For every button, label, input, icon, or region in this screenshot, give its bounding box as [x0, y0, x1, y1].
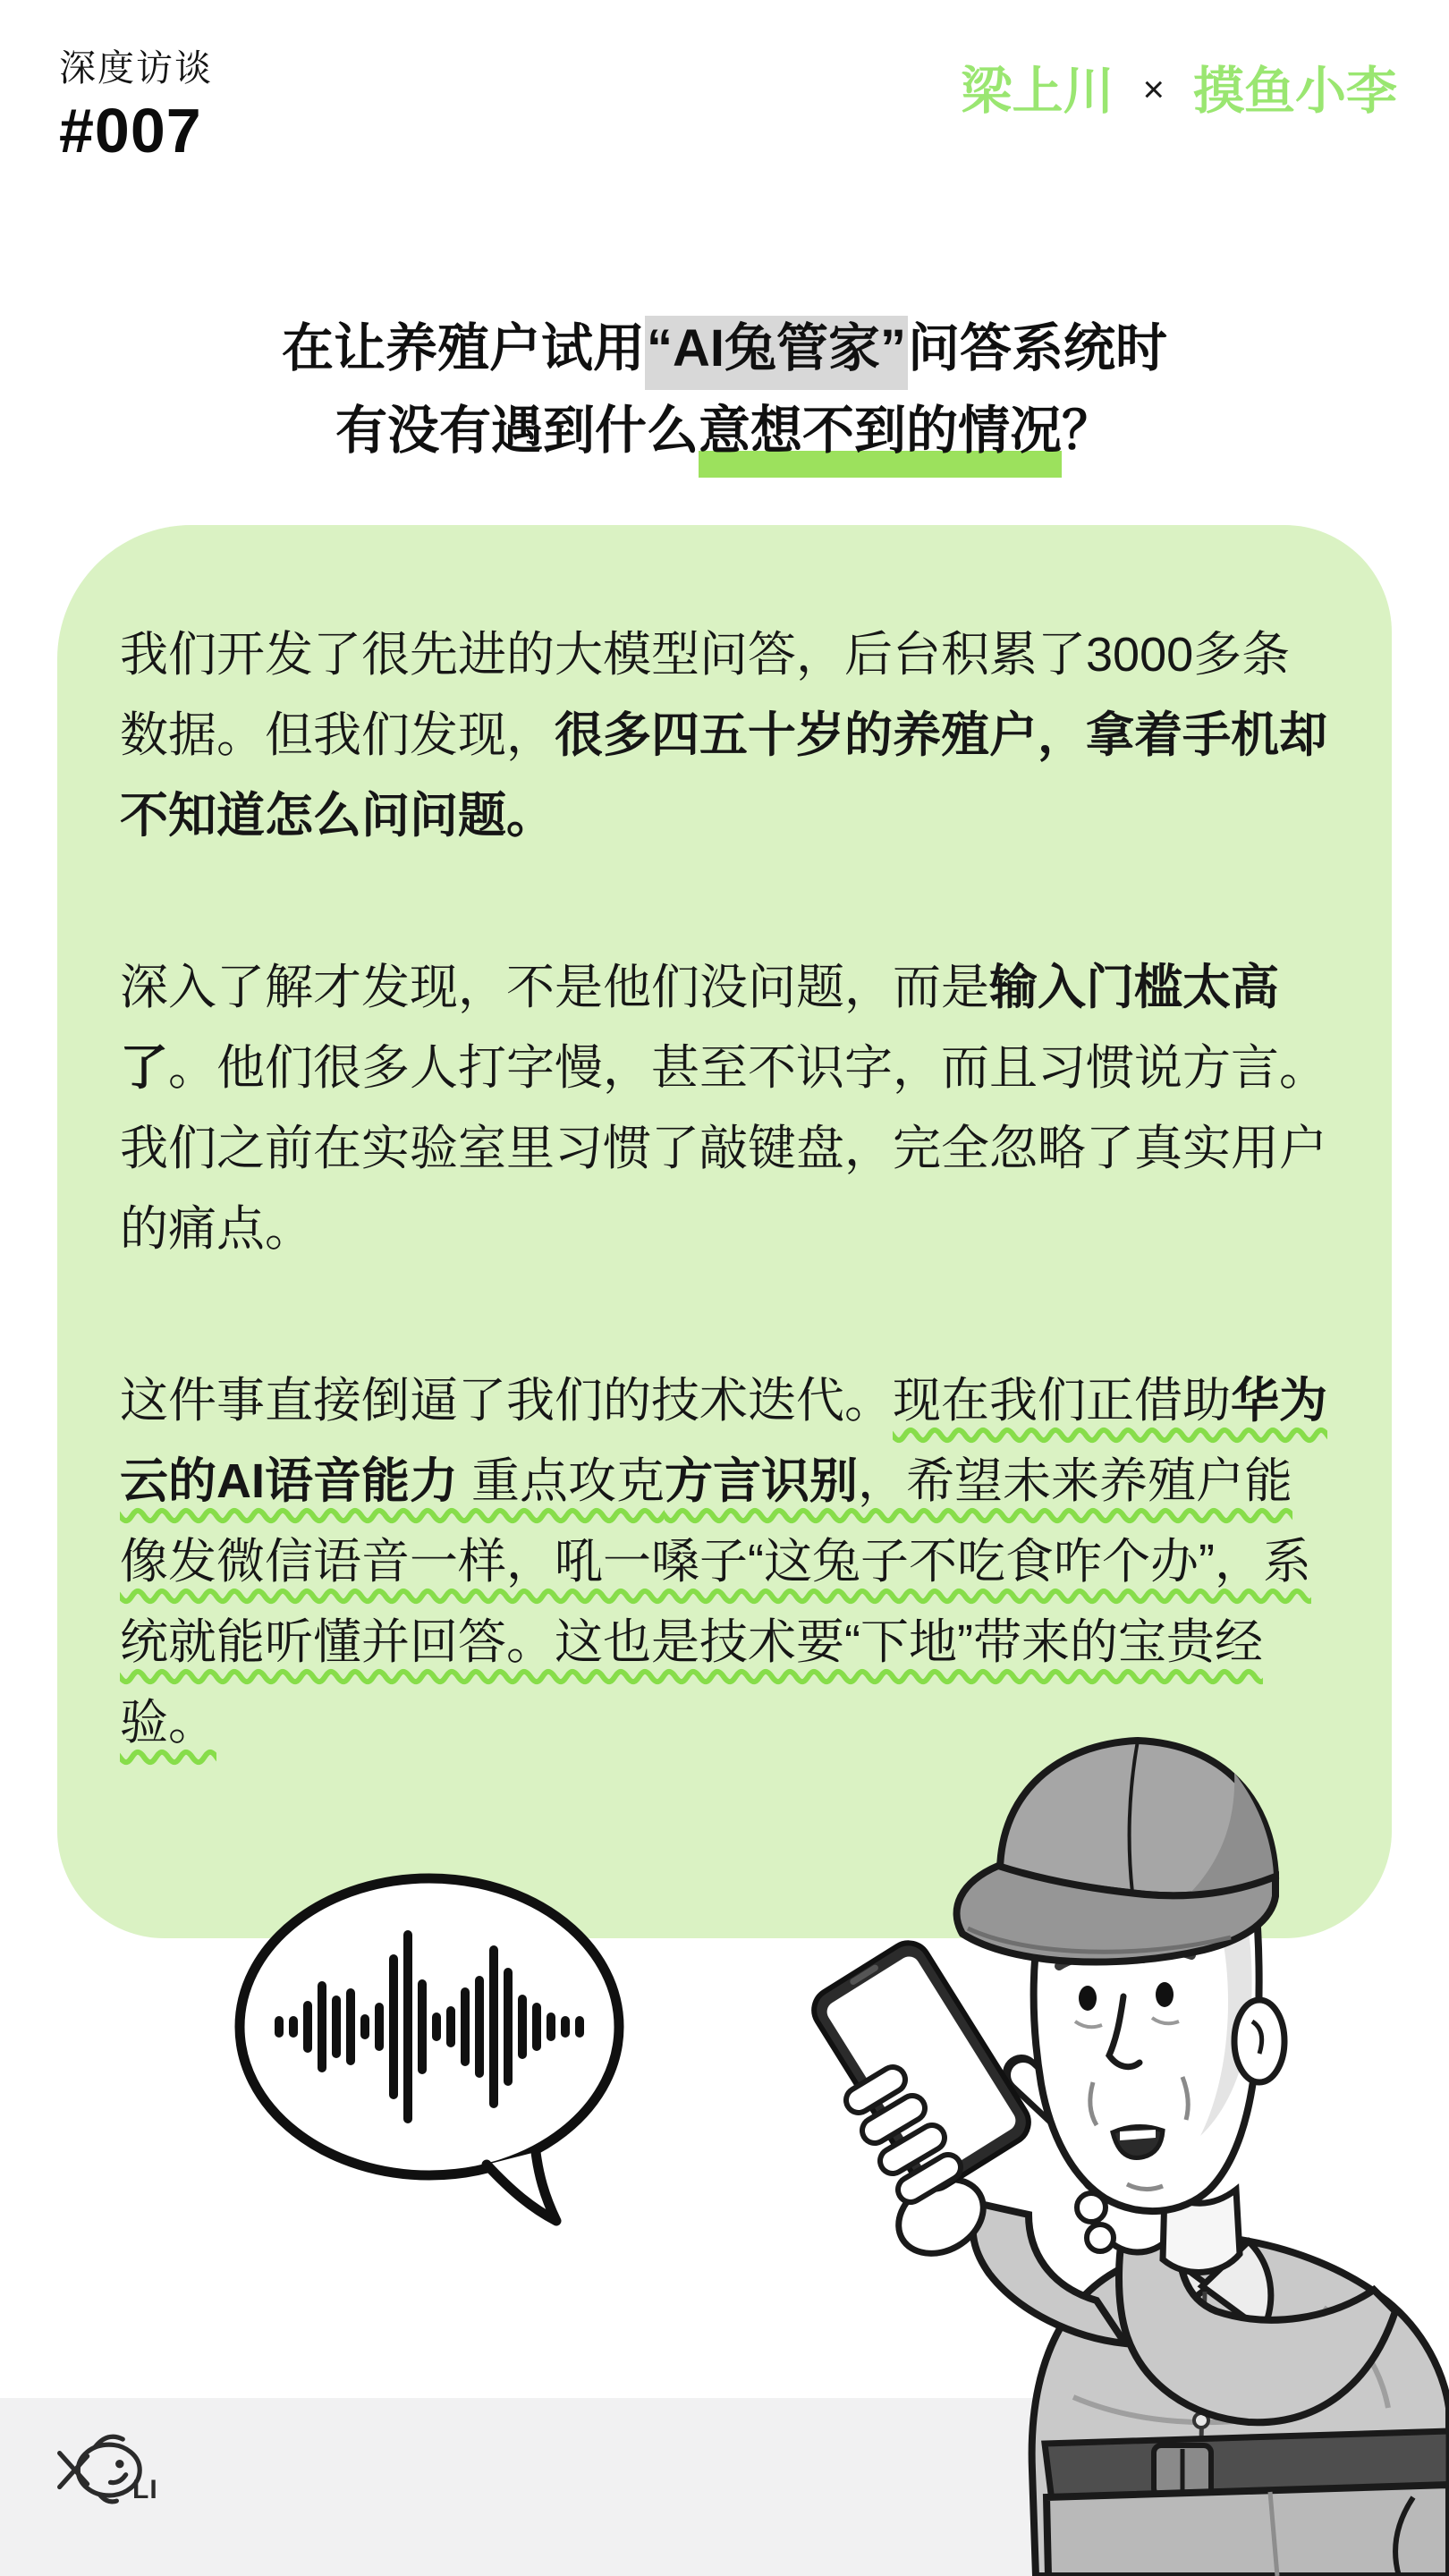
p2-regular-start: 深入了解才发现，不是他们没问题，而是: [120, 961, 989, 1014]
eye-left: [1079, 1986, 1097, 2011]
series-label: 深度访谈: [59, 47, 213, 89]
question-line2-prefix: 有没有遇到什么: [335, 402, 699, 460]
p1-bold: 很多四五十岁的养殖户，拿着手机却不知道怎么问问题。: [120, 708, 1327, 843]
p3-underlined-2: 重点攻克: [458, 1454, 665, 1508]
question-line1-suffix: 问答系统时: [908, 319, 1168, 377]
p3-underlined-3: ，希望未来养殖户能像发微信语音一样，吼一嗓子“这兔子不吃食咋个办”，系统就能听懂并回答。这也是技术要“下地”带来的宝贵经验。: [120, 1454, 1311, 1750]
p3-underlined-bold-1: 华为云的AI语音能力: [120, 1374, 1327, 1508]
question-green-highlight: 意想不到的情况: [699, 402, 1062, 478]
eye-right: [1156, 1982, 1174, 2007]
question-line-2: [0, 390, 1449, 472]
guest-name: 梁上川: [961, 63, 1114, 120]
question-title: [0, 308, 1449, 472]
pants: [1046, 2485, 1449, 2576]
header-left: [59, 47, 213, 165]
ear: [1234, 2000, 1284, 2082]
p3-underlined-bold-2: 方言识别: [665, 1454, 859, 1508]
question-line2-suffix: ？: [1062, 402, 1114, 460]
times-symbol: ×: [1142, 67, 1165, 110]
logo-text: LI: [132, 2475, 158, 2504]
p2-regular-end: 。他们很多人打字慢，甚至不识字，而且习惯说方言。我们之前在实验室里习惯了敲键盘，完全忽略了真实用户的痛点。: [120, 1041, 1327, 1256]
farmer-illustration: [733, 1717, 1449, 2576]
header-right: [961, 63, 1397, 120]
p2-bold: 输入门槛太高了: [120, 961, 1279, 1095]
issue-number: #007: [59, 96, 202, 165]
p3-wavy-underlined: [120, 1374, 1327, 1750]
p3-underlined-1: 现在我们正借助: [893, 1374, 1231, 1428]
p3-regular-start: 这件事直接倒逼了我们的技术迭代。: [120, 1374, 893, 1428]
baseball-cap: [957, 1741, 1275, 1962]
answer-paragraph-3: [120, 1360, 1329, 1763]
question-line-1: [0, 308, 1449, 390]
question-gray-highlight: “AI兔管家”: [645, 316, 908, 390]
p1-regular: 我们开发了很先进的大模型问答，后台积累了3000多条数据。但我们发现，: [120, 628, 1291, 762]
answer-paragraph-2: [120, 947, 1329, 1269]
speech-bubble-waveform-icon: [222, 1868, 642, 2234]
host-name: 摸鱼小李: [1193, 63, 1397, 120]
answer-paragraph-1: [120, 614, 1329, 856]
answer-text: [120, 614, 1329, 1763]
question-line1-prefix: 在让养殖户试用: [281, 319, 645, 377]
